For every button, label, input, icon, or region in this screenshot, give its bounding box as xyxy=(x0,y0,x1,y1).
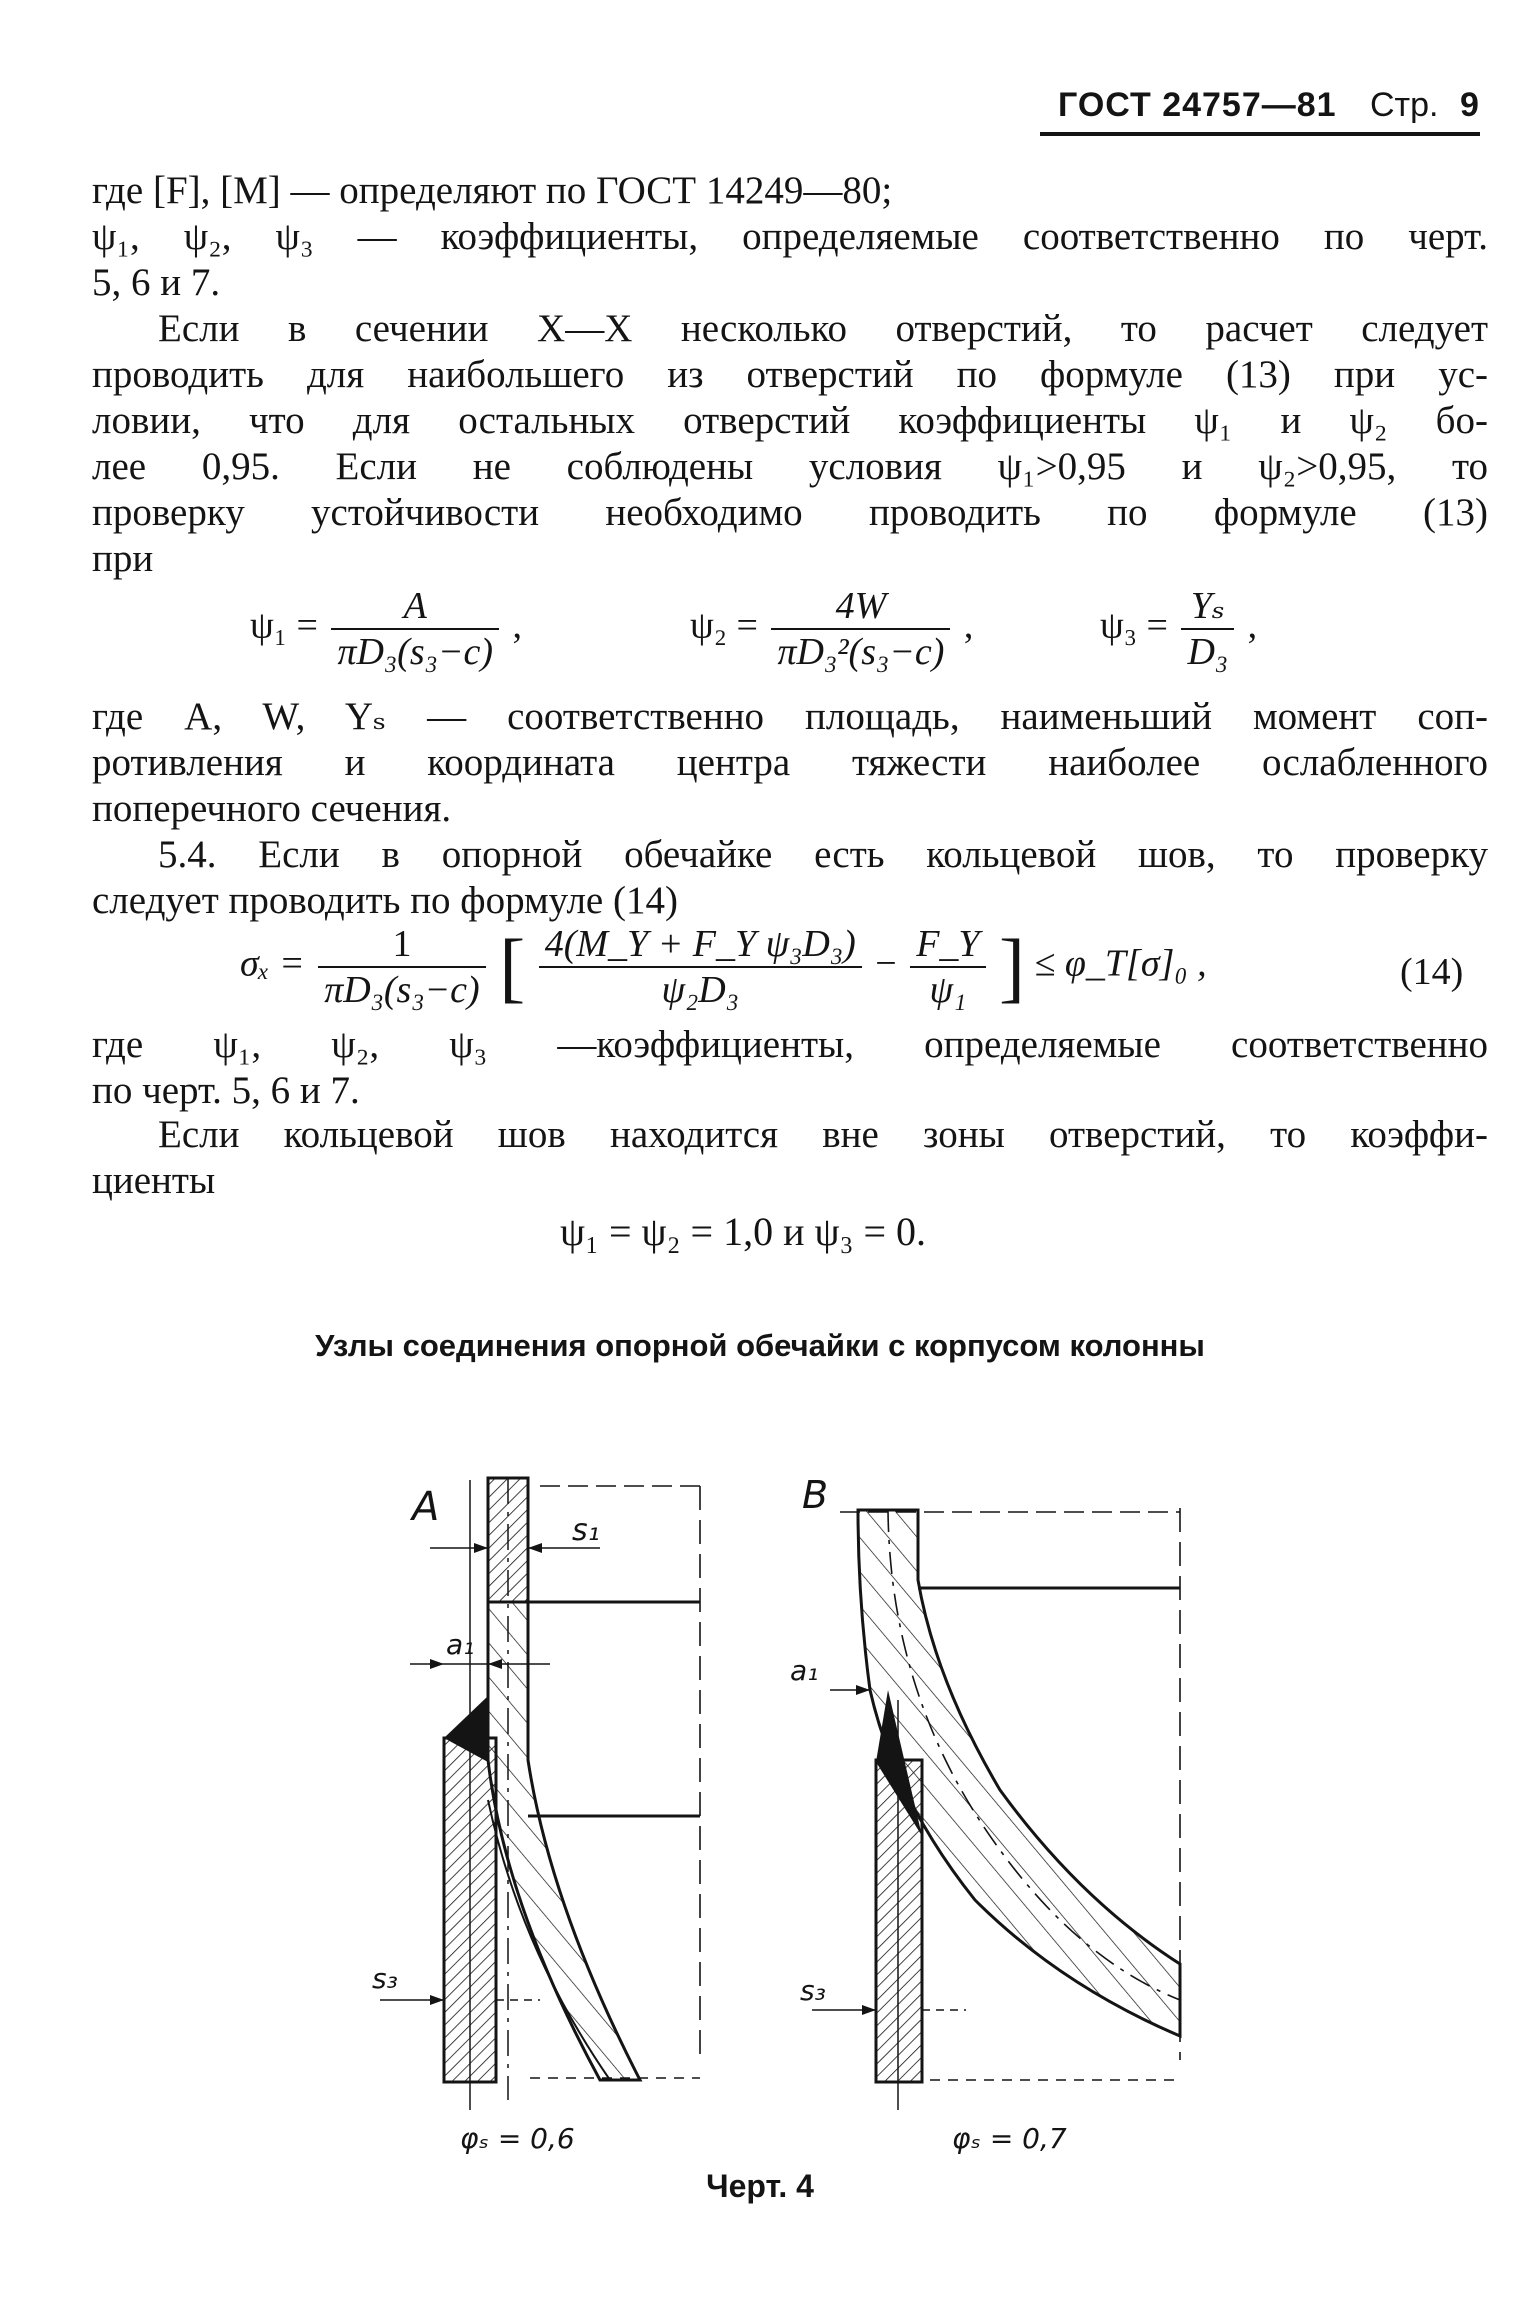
numerator: 4W xyxy=(771,584,950,630)
arrow-icon xyxy=(856,1685,870,1695)
text-line: поперечного сечения. xyxy=(92,787,452,830)
bracket-close: ] xyxy=(999,923,1026,1010)
text-line: ψ₁, ψ₂, ψ₃ — коэффициенты, определяемые соответственно по черт. xyxy=(92,215,1488,258)
text-line: проверку устойчивости необходимо проводить по формуле (13) xyxy=(92,491,1488,534)
label-phi-a: φₛ = 0,6 xyxy=(460,2122,575,2155)
arrow-icon xyxy=(430,1995,444,2005)
detail-b xyxy=(790,1473,1180,2155)
text-line: 5, 6 и 7. xyxy=(92,261,221,304)
formula-lhs: ψ₂ = xyxy=(690,604,758,647)
text-line: циенты xyxy=(92,1159,216,1202)
text-line: проводить для наибольшего из отверстий по формуле (13) при ус- xyxy=(92,353,1488,396)
label-s3: s₃ xyxy=(800,1974,826,2007)
numerator: 1 xyxy=(318,922,486,968)
text-line: Если в сечении X—X несколько отверстий, то расчет следует xyxy=(158,307,1488,350)
text-line: где A, W, Yₛ — соответственно площадь, наименьший момент соп- xyxy=(92,695,1488,738)
denominator: πD₃(s₃−c) xyxy=(324,969,480,1011)
detail-a xyxy=(372,1478,700,2155)
text-line: 5.4. Если в опорной обечайке есть кольцевой шов, то проверку xyxy=(158,833,1488,876)
numerator: A xyxy=(331,584,499,630)
arrow-icon xyxy=(474,1543,488,1553)
separator: , xyxy=(512,604,522,647)
page-number: 9 xyxy=(1460,86,1479,124)
text-line: ротивления и координата центра тяжести наиболее ослабленного xyxy=(92,741,1488,784)
separator: , xyxy=(963,604,974,647)
standard-code: ГОСТ 24757—81 xyxy=(1058,86,1337,124)
arrow-icon xyxy=(430,1659,444,1669)
shell-wall-lower xyxy=(488,1602,640,2080)
label-s3: s₃ xyxy=(372,1962,398,1995)
numerator: F_Y xyxy=(910,922,985,968)
denominator: ψ₁ xyxy=(929,969,967,1011)
formula-lhs: σₓ = xyxy=(240,942,305,985)
denominator: πD₃(s₃−c) xyxy=(337,631,493,673)
text-line: лее 0,95. Если не соблюдены условия ψ₁>0,95 и ψ₂>0,95, то xyxy=(92,445,1488,488)
formula-rhs: ≤ φ_T[σ]₀ , xyxy=(1034,942,1207,985)
label-a1: a₁ xyxy=(446,1628,475,1661)
text-line: Если кольцевой шов находится вне зоны отверстий, то коэффи- xyxy=(158,1113,1488,1156)
figure-caption: Черт. 4 xyxy=(706,2168,814,2204)
formula-final: ψ₁ = ψ₂ = 1,0 и ψ₃ = 0. xyxy=(560,1209,927,1254)
label-a: A xyxy=(412,1484,440,1530)
text-line: при xyxy=(92,537,154,580)
formula-number: (14) xyxy=(1400,951,1464,993)
label-b: B xyxy=(802,1473,829,1517)
formula-lhs: ψ₁ = xyxy=(250,604,318,647)
label-s1: s₁ xyxy=(572,1513,600,1548)
text-line: следует проводить по формуле (14) xyxy=(92,879,678,922)
arrow-icon xyxy=(528,1543,542,1553)
label-a1: a₁ xyxy=(790,1654,819,1687)
formula-lhs: ψ₃ = xyxy=(1100,604,1168,647)
figure-title: Узлы соединения опорной обечайки с корпусом колонны xyxy=(315,1328,1205,1363)
text-line: где ψ₁, ψ₂, ψ₃ —коэффициенты, определяемые соответственно xyxy=(92,1023,1488,1066)
numerator: 4(M_Y + F_Y ψ₃D₃) xyxy=(539,922,862,968)
minus-sign: − xyxy=(875,942,897,985)
denominator: πD₃²(s₃−c) xyxy=(777,631,945,673)
denominator: ψ₂D₃ xyxy=(661,969,739,1011)
label-phi-b: φₛ = 0,7 xyxy=(952,2122,1067,2155)
numerator: Yₛ xyxy=(1181,584,1234,630)
separator: , xyxy=(1247,604,1258,647)
text-line: ловии, что для остальных отверстий коэффициенты ψ₁ и ψ₂ бо- xyxy=(92,399,1488,442)
denominator: D₃ xyxy=(1187,631,1229,673)
bracket-open: [ xyxy=(499,923,526,1010)
arrow-icon xyxy=(862,2005,876,2015)
text-line: где [F], [M] — определяют по ГОСТ 14249—80; xyxy=(92,169,893,212)
text-line: по черт. 5, 6 и 7. xyxy=(92,1069,360,1112)
page-label: Стр. xyxy=(1370,86,1439,124)
